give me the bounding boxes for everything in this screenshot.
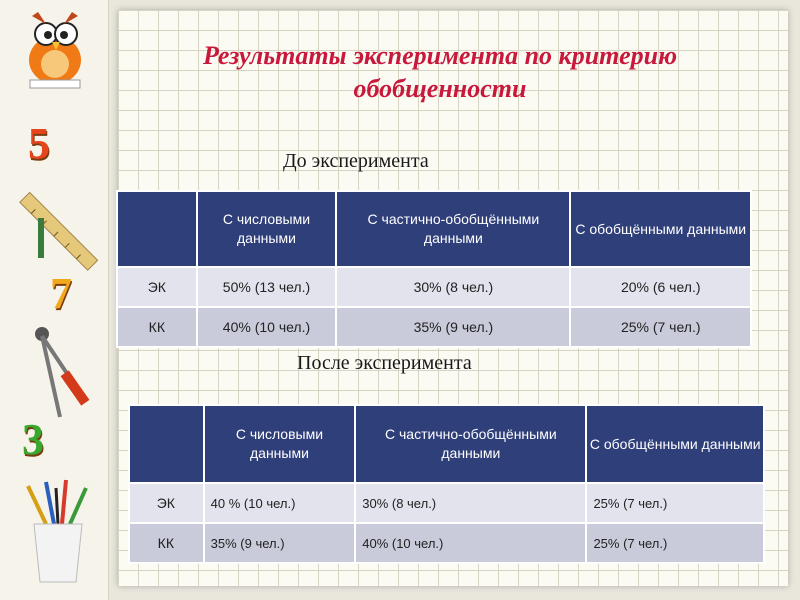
table-header-cell: С частично-обобщёнными данными [355, 405, 586, 483]
table-cell: 25% (7 чел.) [586, 523, 764, 563]
after-heading: После эксперимента [297, 352, 472, 374]
table-cell: 40% (10 чел.) [355, 523, 586, 563]
table-header-empty [129, 405, 204, 483]
table-cell: 50% (13 чел.) [197, 267, 337, 307]
table-cell: 35% (9 чел.) [336, 307, 570, 347]
before-results-table [116, 190, 752, 348]
table-header-cell: С частично-обобщёнными данными [336, 191, 570, 267]
table-cell: 40 % (10 чел.) [204, 483, 356, 523]
table-header-cell: С числовыми данными [197, 191, 337, 267]
table-row [129, 483, 764, 523]
table-cell: 40% (10 чел.) [197, 307, 337, 347]
sidebar-digit-three: 3 [22, 415, 44, 464]
row-label: ЭК [117, 267, 197, 307]
table-cell: 35% (9 чел.) [204, 523, 356, 563]
after-results-table [128, 404, 765, 564]
table-cell: 30% (8 чел.) [355, 483, 586, 523]
slide-title-line2: обобщенности [353, 73, 527, 103]
pencil-cup-icon [16, 478, 100, 588]
ruler-pencil-icon [18, 190, 98, 274]
table-cell: 25% (7 чел.) [570, 307, 751, 347]
table-header-cell: С числовыми данными [204, 405, 356, 483]
table-cell: 20% (6 чел.) [570, 267, 751, 307]
row-label: КК [129, 523, 204, 563]
sidebar-digit-five: 5 [28, 119, 50, 168]
table-row [129, 523, 764, 563]
table-header-cell: С обобщёнными данными [570, 191, 751, 267]
before-heading: До эксперимента [283, 150, 429, 172]
row-label: КК [117, 307, 197, 347]
compass-icon [20, 322, 100, 422]
table-header-empty [117, 191, 197, 267]
sidebar-digit-seven: 7 [50, 269, 72, 318]
slide-title-line1: Результаты эксперимента по критерию [202, 41, 678, 70]
row-label: ЭК [129, 483, 204, 523]
table-header-cell: С обобщёнными данными [586, 405, 764, 483]
table-row [117, 307, 751, 347]
table-row [117, 267, 751, 307]
table-header-row [129, 405, 764, 483]
slide-title [0, 40, 800, 105]
table-header-row [117, 191, 751, 267]
table-cell: 25% (7 чел.) [586, 483, 764, 523]
table-cell: 30% (8 чел.) [336, 267, 570, 307]
